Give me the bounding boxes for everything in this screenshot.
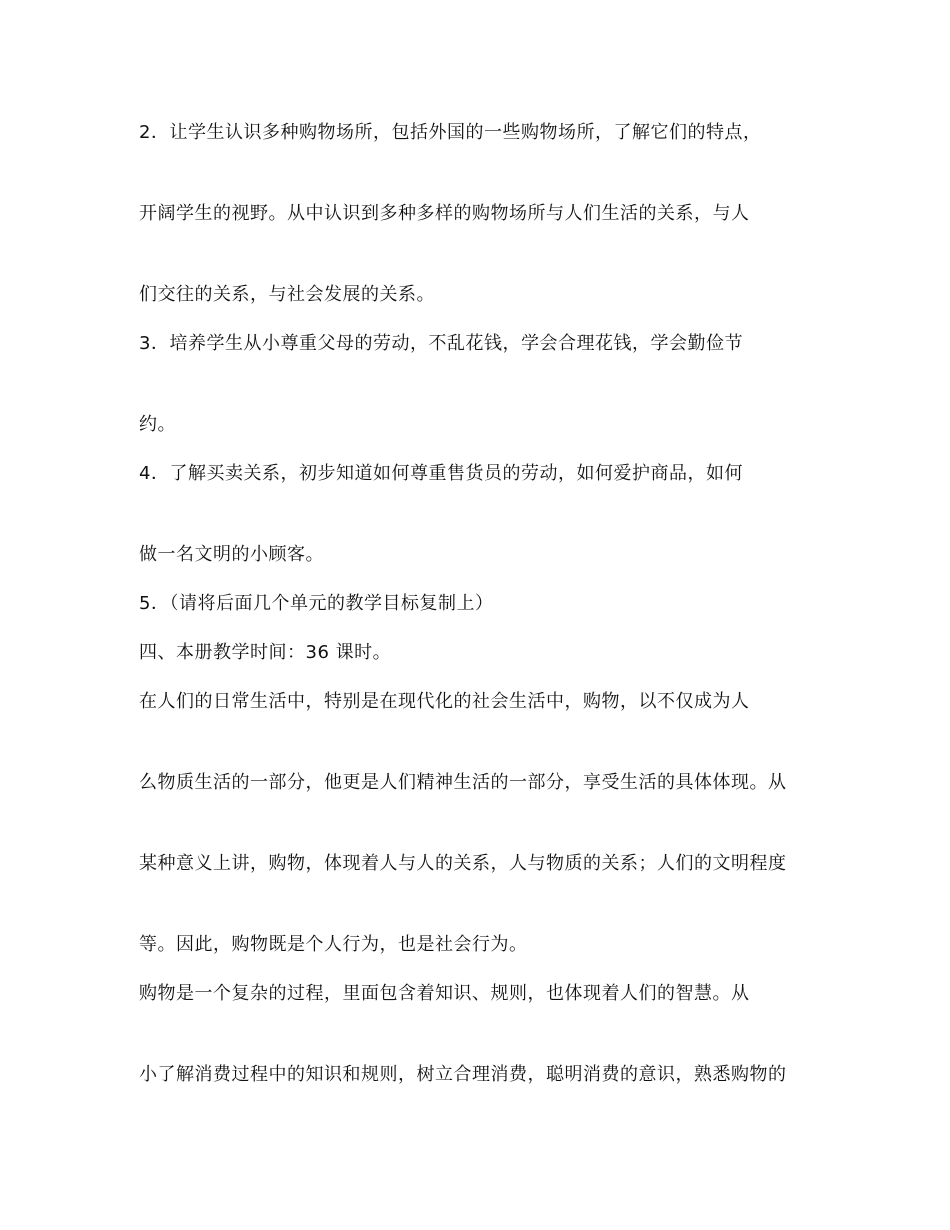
paragraph-goal-2: 2．让学生认识多种购物场所，包括外国的一些购物场所，了解它们的特点， — [139, 122, 762, 143]
paragraph-goal-4-end: 做一名文明的小顾客。 — [139, 544, 324, 565]
paragraph-goal-4: 4．了解买卖关系，初步知道如何尊重售货员的劳动，如何爱护商品，如何 — [139, 463, 743, 484]
paragraph-goal-3-end: 约。 — [139, 414, 176, 435]
paragraph-goal-2-end: 们交往的关系，与社会发展的关系。 — [139, 284, 435, 305]
paragraph-shopping-relations: 某种意义上讲，购物，体现着人与人的关系，人与物质的关系；人们的文明程度 — [139, 853, 787, 874]
paragraph-shopping-intro-cont: 么物质生活的一部分，他更是人们精神生活的一部分，享受生活的具体体现。从 — [139, 772, 787, 793]
paragraph-goal-3: 3．培养学生从小尊重父母的劳动，不乱花钱，学会合理花钱，学会勤俭节 — [139, 333, 743, 354]
paragraph-goal-2-cont: 开阔学生的视野。从中认识到多种多样的购物场所与人们生活的关系，与人 — [139, 203, 750, 224]
paragraph-shopping-intro: 在人们的日常生活中，特别是在现代化的社会生活中，购物，以不仅成为人 — [139, 691, 750, 712]
paragraph-shopping-process: 购物是一个复杂的过程，里面包含着知识、规则，也体现着人们的智慧。从 — [139, 983, 750, 1004]
paragraph-teaching-time: 四、本册教学时间：36 课时。 — [139, 642, 392, 663]
paragraph-goal-5: 5．（请将后面几个单元的教学目标复制上） — [139, 593, 494, 614]
paragraph-shopping-knowledge: 小了解消费过程中的知识和规则，树立合理消费，聪明消费的意识，熟悉购物的 — [139, 1064, 787, 1085]
paragraph-shopping-behavior: 等。因此，购物既是个人行为，也是社会行为。 — [139, 934, 528, 955]
